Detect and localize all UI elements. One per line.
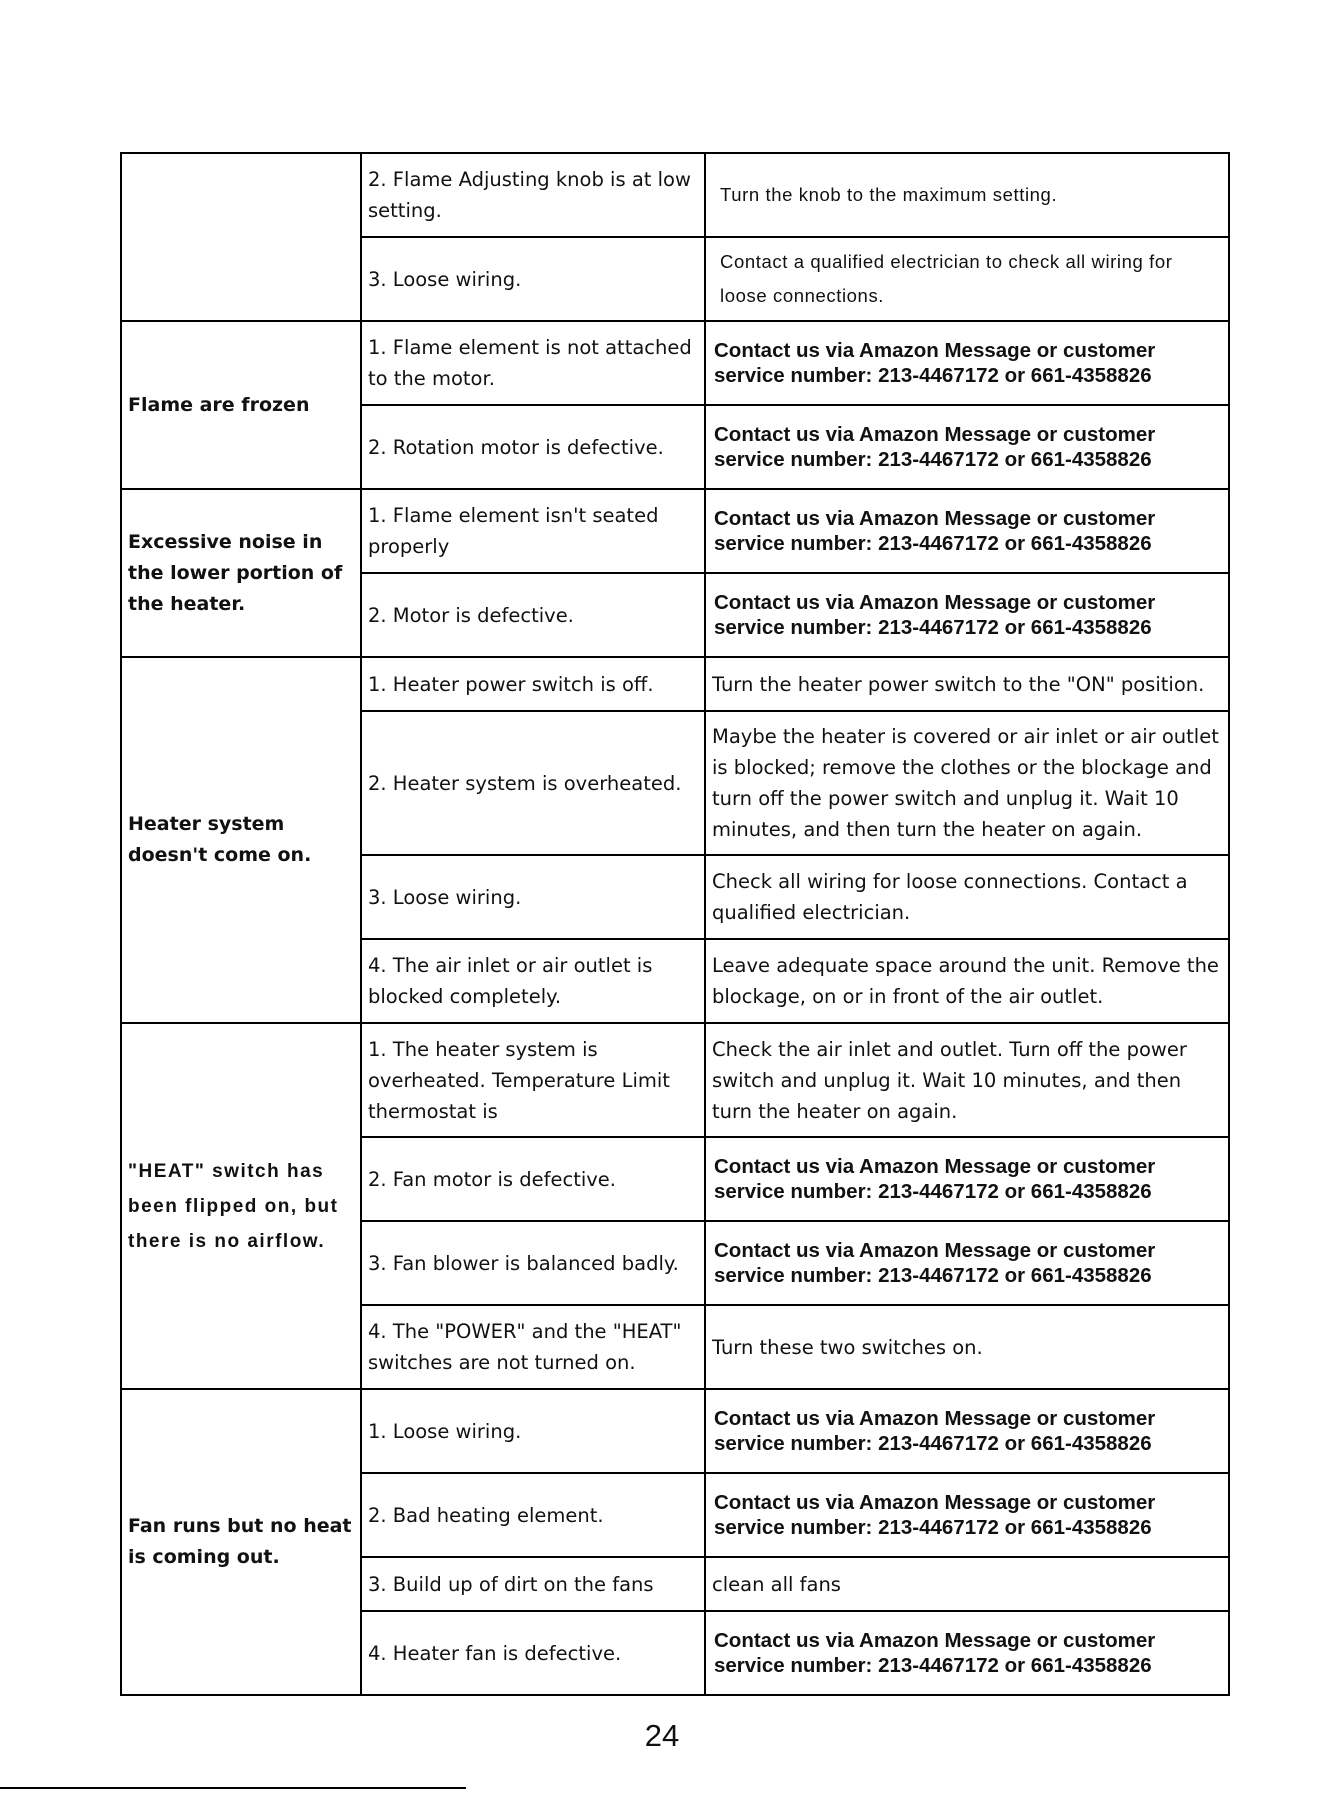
cause-cell: 4. The air inlet or air outlet is blocked completely. <box>361 939 705 1023</box>
footer-rule <box>0 1787 466 1789</box>
problem-cell: Excessive noise in the lower portion of the heater. <box>121 489 361 657</box>
solution-cell: Leave adequate space around the unit. Remove the blockage, on or in front of the air outlet. <box>705 939 1229 1023</box>
cause-cell: 1. Loose wiring. <box>361 1389 705 1473</box>
cause-cell: 2. Heater system is overheated. <box>361 711 705 855</box>
troubleshooting-table <box>120 152 1230 1696</box>
solution-cell: Check all wiring for loose connections. Contact a qualified electrician. <box>705 855 1229 939</box>
solution-cell: Turn these two switches on. <box>705 1305 1229 1389</box>
solution-cell: Contact us via Amazon Message or customer service number: 213-4467172 or 661-4358826 <box>705 1611 1229 1695</box>
cause-cell: 2. Fan motor is defective. <box>361 1137 705 1221</box>
solution-cell: Contact us via Amazon Message or customer service number: 213-4467172 or 661-4358826 <box>705 1221 1229 1305</box>
table-row <box>121 1023 1229 1137</box>
cause-cell: 3. Loose wiring. <box>361 855 705 939</box>
solution-cell: Turn the knob to the maximum setting. <box>705 153 1229 237</box>
cause-cell: 2. Bad heating element. <box>361 1473 705 1557</box>
solution-cell: Contact a qualified electrician to check all wiring for loose connections. <box>705 237 1229 321</box>
cause-cell: 4. The "POWER" and the "HEAT" switches are not turned on. <box>361 1305 705 1389</box>
solution-cell: clean all fans <box>705 1557 1229 1611</box>
solution-cell: Contact us via Amazon Message or customer service number: 213-4467172 or 661-4358826 <box>705 321 1229 405</box>
solution-cell: Contact us via Amazon Message or customer service number: 213-4467172 or 661-4358826 <box>705 573 1229 657</box>
solution-cell: Turn the heater power switch to the "ON" position. <box>705 657 1229 711</box>
problem-cell <box>121 153 361 321</box>
cause-cell: 1. Flame element is not attached to the motor. <box>361 321 705 405</box>
solution-cell: Check the air inlet and outlet. Turn off the power switch and unplug it. Wait 10 minutes, and then turn the heater on again. <box>705 1023 1229 1137</box>
cause-cell: 2. Motor is defective. <box>361 573 705 657</box>
table-row <box>121 1389 1229 1473</box>
cause-cell: 2. Flame Adjusting knob is at low setting. <box>361 153 705 237</box>
cause-cell: 4. Heater fan is defective. <box>361 1611 705 1695</box>
solution-cell: Contact us via Amazon Message or customer service number: 213-4467172 or 661-4358826 <box>705 1473 1229 1557</box>
table-row <box>121 153 1229 237</box>
solution-cell: Contact us via Amazon Message or customer service number: 213-4467172 or 661-4358826 <box>705 405 1229 489</box>
cause-cell: 2. Rotation motor is defective. <box>361 405 705 489</box>
table-row <box>121 489 1229 573</box>
solution-cell: Maybe the heater is covered or air inlet or air outlet is blocked; remove the clothes or the blockage and turn off the power switch and unplug it. Wait 10 minutes, and then turn the heater on again. <box>705 711 1229 855</box>
cause-cell: 1. Heater power switch is off. <box>361 657 705 711</box>
cause-cell: 3. Build up of dirt on the fans <box>361 1557 705 1611</box>
cause-cell: 3. Fan blower is balanced badly. <box>361 1221 705 1305</box>
solution-cell: Contact us via Amazon Message or customer service number: 213-4467172 or 661-4358826 <box>705 1137 1229 1221</box>
table-row <box>121 321 1229 405</box>
problem-cell: "HEAT" switch has been flipped on, but there is no airflow. <box>121 1023 361 1389</box>
problem-cell: Flame are frozen <box>121 321 361 489</box>
table-row <box>121 657 1229 711</box>
solution-cell: Contact us via Amazon Message or customer service number: 213-4467172 or 661-4358826 <box>705 1389 1229 1473</box>
problem-cell: Heater system doesn't come on. <box>121 657 361 1023</box>
problem-cell: Fan runs but no heat is coming out. <box>121 1389 361 1695</box>
page-number: 24 <box>644 1718 680 1753</box>
solution-cell: Contact us via Amazon Message or customer service number: 213-4467172 or 661-4358826 <box>705 489 1229 573</box>
cause-cell: 1. The heater system is overheated. Temperature Limit thermostat is <box>361 1023 705 1137</box>
cause-cell: 1. Flame element isn't seated properly <box>361 489 705 573</box>
cause-cell: 3. Loose wiring. <box>361 237 705 321</box>
